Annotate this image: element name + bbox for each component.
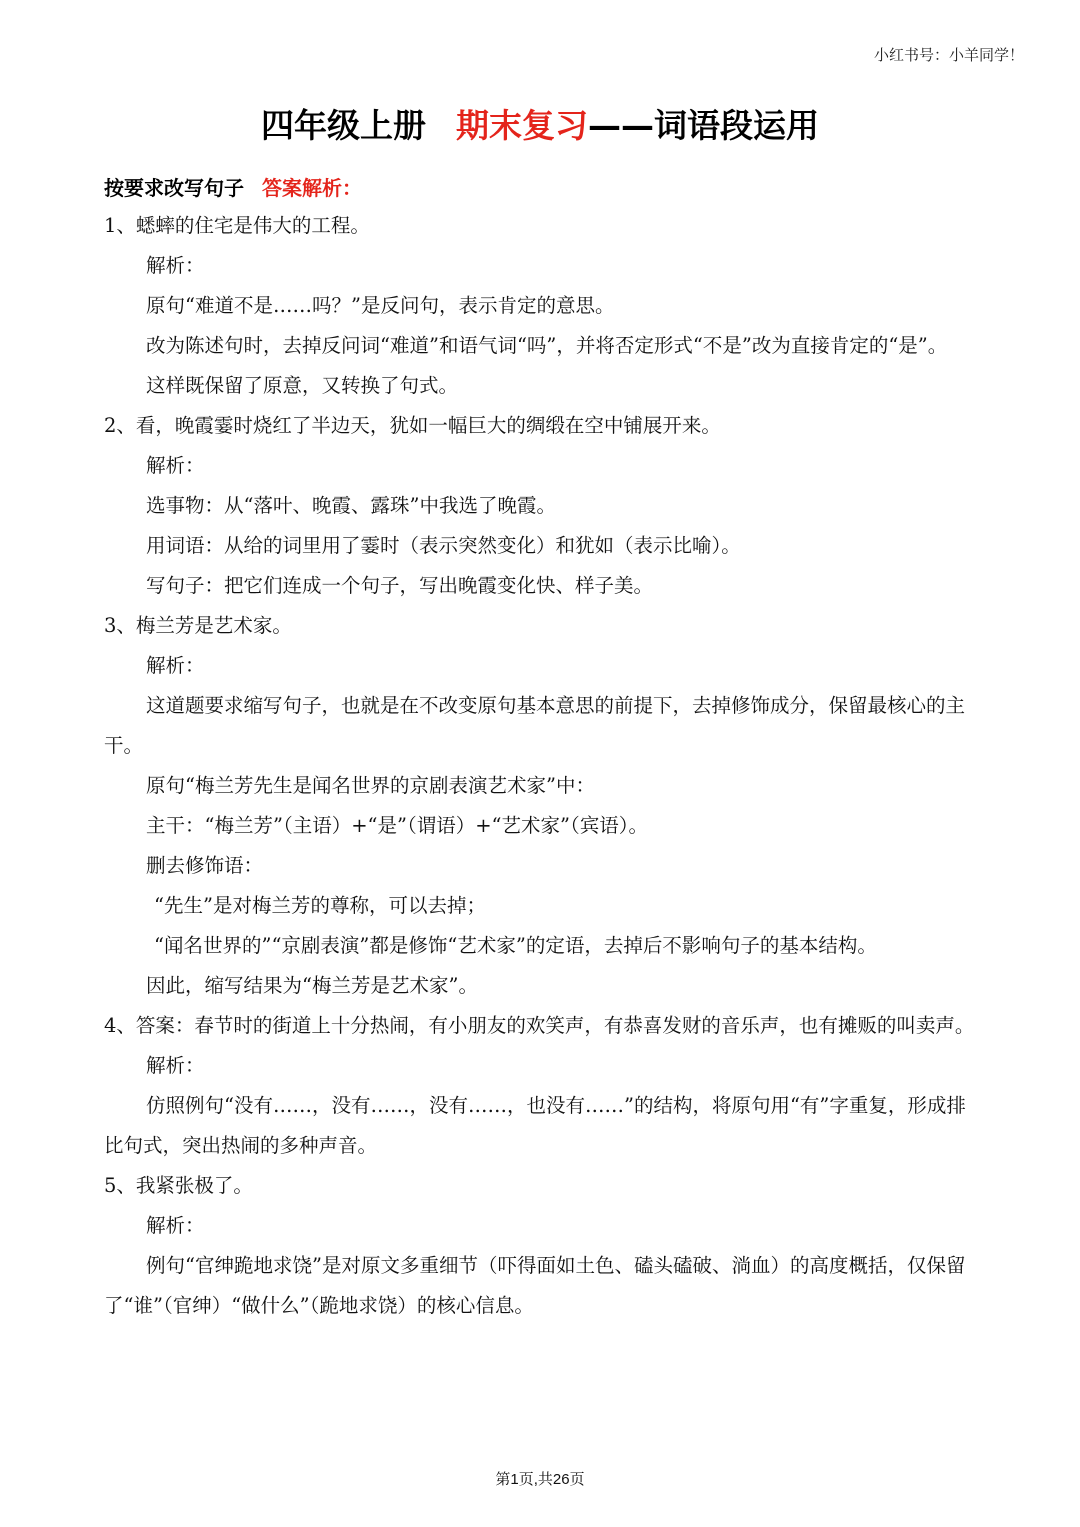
analysis-label: 解析： — [146, 254, 205, 277]
answer-label: 答案解析： — [262, 176, 362, 200]
question-5: 5、我紧张极了。 — [104, 1174, 253, 1197]
paragraph: 原句“梅兰芳先生是闻名世界的京剧表演艺术家”中： — [146, 774, 595, 797]
section-title: 按要求改写句子 — [104, 176, 244, 200]
page-number: 第1页,共26页 — [495, 1471, 585, 1488]
analysis-label: 解析： — [146, 654, 205, 677]
paragraph: “先生”是对梅兰芳的尊称，可以去掉； — [154, 894, 486, 917]
paragraph: “闻名世界的”“京剧表演”都是修饰“艺术家”的定语，去掉后不影响句子的基本结构。 — [154, 934, 877, 957]
paragraph: 这道题要求缩写句子，也就是在不改变原句基本意思的前提下，去掉修饰成分，保留最核心的主干。 — [104, 694, 966, 757]
section-heading — [104, 172, 362, 201]
analysis-label: 解析： — [146, 454, 205, 477]
paragraph: 改为陈述句时，去掉反问词“难道”和语气词“吗”，并将否定形式“不是”改为直接肯定的“是”。 — [146, 334, 948, 357]
title-grade: 四年级上册 — [261, 106, 426, 145]
question-1: 1、蟋蟀的住宅是伟大的工程。 — [104, 214, 370, 237]
paragraph: 例句“官绅跪地求饶”是对原文多重细节（吓得面如土色、磕头磕破、淌血）的高度概括，仅保留了“谁”（官绅）“做什么”（跪地求饶）的核心信息。 — [104, 1254, 966, 1317]
question-4: 4、答案：春节时的街道上十分热闹，有小朋友的欢笑声，有恭喜发财的音乐声，也有摊贩的叫卖声。 — [104, 1014, 975, 1037]
paragraph: 这样既保留了原意，又转换了句式。 — [146, 374, 459, 397]
question-3: 3、梅兰芳是艺术家。 — [104, 614, 292, 637]
analysis-label: 解析： — [146, 1054, 205, 1077]
paragraph: 删去修饰语： — [146, 854, 264, 877]
title-review: 期末复习 — [456, 106, 588, 145]
analysis-label: 解析： — [146, 1214, 205, 1237]
watermark-text: 小红书号：小羊同学！ — [873, 47, 1024, 64]
page-title — [0, 100, 1080, 147]
paragraph: 写句子：把它们连成一个句子，写出晚霞变化快、样子美。 — [146, 574, 654, 597]
paragraph: 仿照例句“没有……，没有……，没有……，也没有……”的结构，将原句用“有”字重复，形成排比句式，突出热闹的多种声音。 — [104, 1094, 966, 1157]
title-topic: ——词语段运用 — [588, 106, 819, 145]
question-2: 2、看，晚霞霎时烧红了半边天，犹如一幅巨大的绸缎在空中铺展开来。 — [104, 414, 721, 437]
paragraph: 原句“难道不是……吗？”是反问句，表示肯定的意思。 — [146, 294, 615, 317]
paragraph: 因此，缩写结果为“梅兰芳是艺术家”。 — [146, 974, 478, 997]
paragraph: 主干：“梅兰芳”（主语）+“是”（谓语）+“艺术家”（宾语）。 — [146, 814, 648, 837]
paragraph: 选事物：从“落叶、晚霞、露珠”中我选了晚霞。 — [146, 494, 556, 517]
document-body — [104, 206, 980, 1326]
paragraph: 用词语：从给的词里用了霎时（表示突然变化）和犹如（表示比喻）。 — [146, 534, 741, 557]
